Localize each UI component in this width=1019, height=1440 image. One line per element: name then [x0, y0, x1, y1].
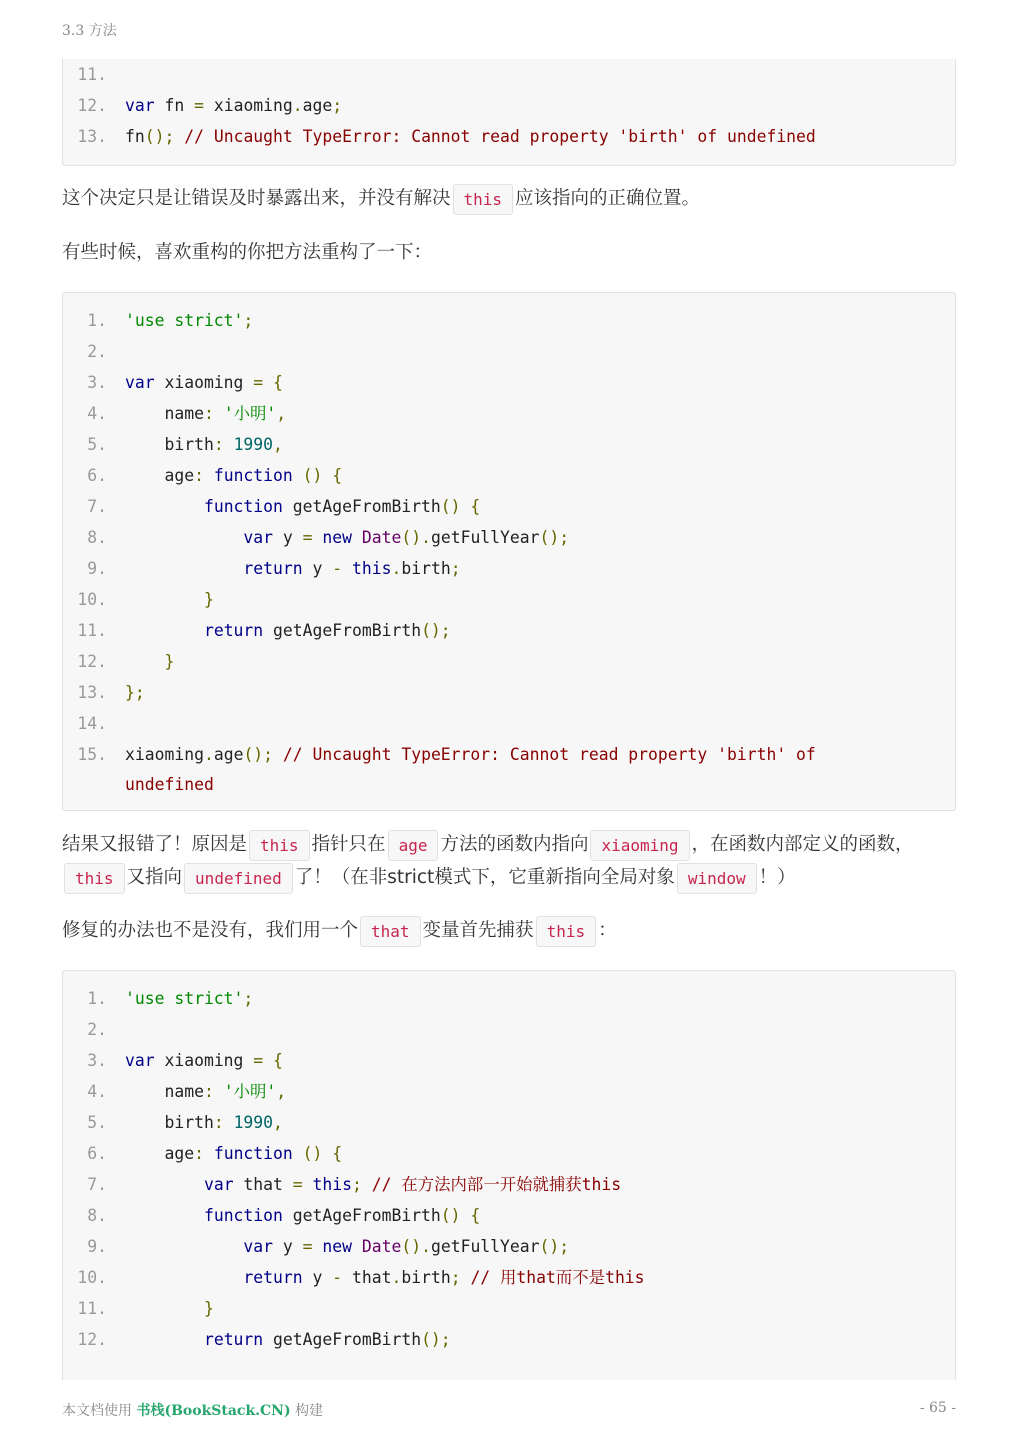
code-token: var	[243, 1237, 274, 1256]
code-line	[63, 1045, 955, 1076]
code-text	[125, 398, 286, 429]
line-number: 5.	[87, 435, 107, 454]
paragraph-text: 方法的函数内指向	[440, 834, 589, 855]
code-token: =	[302, 1237, 313, 1256]
code-token: return	[203, 1330, 264, 1349]
line-number: 10.	[77, 590, 107, 609]
code-token	[125, 1299, 204, 1318]
code-text	[125, 1231, 569, 1262]
line-number: 13.	[77, 127, 107, 146]
code-token: '小明'	[223, 404, 277, 423]
code-text	[125, 121, 816, 152]
code-text	[125, 305, 253, 336]
code-token: function	[203, 497, 283, 516]
code-line	[63, 367, 955, 398]
code-token	[461, 497, 471, 516]
code-token: xiaoming	[154, 1051, 254, 1070]
line-number: 5.	[87, 1113, 107, 1132]
code-token: // 在方法内部一开始就捕获this	[371, 1175, 622, 1194]
code-token: ()	[302, 1144, 323, 1163]
code-token: getFullYear	[430, 1237, 540, 1256]
code-line	[63, 1324, 955, 1355]
paragraph-text: 变量首先捕获	[422, 920, 534, 941]
line-number: 9.	[87, 559, 107, 578]
code-text	[125, 1076, 286, 1107]
footer-brand-link[interactable]: 书栈(BookStack.CN)	[136, 1403, 291, 1419]
code-token: new	[322, 1237, 352, 1256]
code-token	[352, 528, 362, 547]
line-number: 1.	[87, 311, 107, 330]
running-header: 3.3 方法	[62, 23, 117, 39]
code-text	[125, 770, 214, 800]
code-token: {	[470, 1206, 481, 1225]
code-text	[125, 460, 342, 491]
line-number: 14.	[77, 714, 107, 733]
code-token: =	[253, 1051, 264, 1070]
paragraph-text: ，在函数内部定义的函数，	[691, 834, 914, 855]
code-token: undefined	[125, 775, 214, 794]
code-token: ();	[539, 1237, 570, 1256]
code-text	[125, 90, 342, 121]
code-line	[63, 460, 955, 491]
line-number: 1.	[87, 989, 107, 1008]
code-block-1	[62, 59, 956, 166]
line-number: 11.	[77, 65, 107, 84]
line-number: 12.	[77, 1330, 107, 1349]
code-line	[63, 305, 955, 336]
code-token: ;	[243, 989, 254, 1008]
code-token: ().	[401, 1237, 431, 1256]
line-number: 8.	[87, 528, 107, 547]
line-number: 7.	[87, 497, 107, 516]
code-token: ();	[243, 745, 274, 764]
code-text	[125, 1262, 645, 1293]
code-token: var	[125, 96, 155, 115]
line-number: 3.	[87, 373, 107, 392]
code-token: ;	[332, 96, 343, 115]
code-token: y	[273, 1237, 303, 1256]
paragraph-text: 这个决定只是让错误及时暴露出来，并没有解决	[62, 188, 451, 209]
code-token: this	[312, 1175, 353, 1194]
paragraph-text: 有些时候，喜欢重构的你把方法重构了一下：	[62, 242, 433, 263]
line-number: 12.	[77, 652, 107, 671]
code-token: getAgeFromBirth	[282, 1206, 441, 1225]
code-token: that	[342, 1268, 392, 1287]
code-token: birth	[125, 1113, 214, 1132]
line-number: 6.	[87, 1144, 107, 1163]
code-token	[174, 127, 184, 146]
code-token: ()	[302, 466, 323, 485]
code-text	[125, 1169, 621, 1200]
code-token: 1990	[233, 435, 274, 454]
code-token: =	[302, 528, 313, 547]
code-text	[125, 615, 451, 646]
code-text	[125, 1045, 283, 1076]
code-text	[125, 1324, 451, 1355]
paragraph-text: ：	[598, 920, 617, 941]
code-token	[263, 1051, 273, 1070]
code-token: ();	[144, 127, 175, 146]
paragraph-1	[62, 182, 962, 215]
code-token	[461, 1268, 471, 1287]
code-line	[63, 708, 955, 739]
paragraph-4	[62, 914, 962, 947]
code-token: getAgeFromBirth	[263, 1330, 422, 1349]
inline-code: age	[388, 830, 439, 861]
code-token: age	[213, 745, 244, 764]
code-token: function	[213, 466, 293, 485]
code-token: =	[292, 1175, 303, 1194]
code-token: getAgeFromBirth	[263, 621, 422, 640]
line-number: 12.	[77, 96, 107, 115]
code-token	[125, 1330, 204, 1349]
code-token: birth	[401, 1268, 451, 1287]
code-line	[63, 1262, 955, 1293]
code-token: :	[194, 1144, 204, 1163]
code-token: {	[470, 497, 481, 516]
code-block-2	[62, 292, 956, 811]
code-token	[204, 1144, 214, 1163]
code-token: ()	[440, 497, 461, 516]
code-token: 1990	[233, 1113, 274, 1132]
line-number: 15.	[77, 745, 107, 764]
code-text	[125, 584, 214, 615]
code-token: ,	[276, 404, 287, 423]
code-text	[125, 1138, 342, 1169]
code-token: xiaoming	[154, 373, 254, 392]
code-token: name	[125, 404, 204, 423]
code-token: function	[213, 1144, 293, 1163]
code-token	[362, 1175, 372, 1194]
code-text	[125, 677, 145, 708]
code-line	[63, 59, 955, 90]
code-token: return	[203, 621, 264, 640]
code-token: var	[243, 528, 274, 547]
code-token: age	[125, 1144, 195, 1163]
code-line	[63, 983, 955, 1014]
code-token: :	[203, 1082, 214, 1101]
code-token	[125, 621, 204, 640]
line-number: 10.	[77, 1268, 107, 1287]
line-number: 13.	[77, 683, 107, 702]
code-token: .	[391, 559, 402, 578]
code-token: ()	[440, 1206, 461, 1225]
code-token: {	[332, 1144, 343, 1163]
code-line	[63, 491, 955, 522]
code-token: age	[125, 466, 195, 485]
code-token: {	[332, 466, 343, 485]
code-token	[125, 559, 243, 578]
code-block-3	[62, 970, 956, 1380]
page-footer	[62, 1400, 956, 1420]
code-text	[125, 522, 569, 553]
paragraph-3	[62, 828, 958, 894]
code-text	[125, 983, 253, 1014]
code-token: ,	[276, 1082, 287, 1101]
code-token: -	[332, 1268, 343, 1287]
code-text	[125, 739, 816, 770]
code-line	[63, 1293, 955, 1324]
line-number: 3.	[87, 1051, 107, 1070]
code-line	[63, 615, 955, 646]
code-token	[293, 466, 303, 485]
code-token: ().	[401, 528, 431, 547]
code-token: age	[302, 96, 333, 115]
code-token	[125, 497, 204, 516]
code-token: var	[203, 1175, 234, 1194]
code-token: =	[194, 96, 204, 115]
code-text	[125, 491, 480, 522]
code-token: xiaoming	[203, 96, 293, 115]
code-line	[63, 1107, 955, 1138]
code-token	[263, 373, 273, 392]
code-token	[293, 1144, 303, 1163]
code-text	[125, 367, 283, 398]
code-token: birth	[125, 435, 214, 454]
paragraph-text: 又指向	[126, 867, 183, 888]
line-number: 2.	[87, 342, 107, 361]
code-token	[125, 1268, 243, 1287]
code-token: getAgeFromBirth	[282, 497, 441, 516]
paragraph-text: 结果又报错了！原因是	[62, 834, 248, 855]
code-token: :	[194, 466, 204, 485]
line-number: 9.	[87, 1237, 107, 1256]
code-line	[63, 1231, 955, 1262]
code-token: 'use strict'	[125, 311, 244, 330]
code-token: }	[164, 652, 175, 671]
code-token: getFullYear	[430, 528, 540, 547]
code-line	[63, 121, 955, 152]
footer-suffix: 构建	[295, 1403, 324, 1419]
code-token: {	[273, 1051, 283, 1070]
inline-code: undefined	[184, 863, 293, 894]
code-token: return	[243, 1268, 303, 1287]
inline-code: xiaoming	[590, 830, 689, 861]
line-number: 7.	[87, 1175, 107, 1194]
code-token	[352, 1237, 362, 1256]
code-token	[125, 652, 164, 671]
code-token: ;	[243, 311, 254, 330]
code-token: fn	[154, 96, 195, 115]
paragraph-text: 应该指向的正确位置。	[515, 188, 701, 209]
code-token: Date	[361, 1237, 402, 1256]
code-token: y	[302, 559, 333, 578]
code-token	[322, 1144, 332, 1163]
paragraph-2	[62, 236, 962, 269]
code-token: }	[203, 590, 214, 609]
code-token	[461, 1206, 471, 1225]
code-token: birth	[401, 559, 451, 578]
code-token: y	[302, 1268, 333, 1287]
code-token	[125, 528, 243, 547]
code-token: :	[213, 435, 224, 454]
line-number: 6.	[87, 466, 107, 485]
code-token: :	[203, 404, 214, 423]
code-line	[63, 677, 955, 708]
code-token: return	[243, 559, 303, 578]
code-token	[214, 1082, 224, 1101]
inline-code: this	[249, 830, 310, 861]
code-token: Date	[361, 528, 402, 547]
code-token: }	[203, 1299, 214, 1318]
code-token	[224, 435, 234, 454]
code-line	[63, 1200, 955, 1231]
inline-code: this	[453, 184, 514, 215]
line-number: 4.	[87, 1082, 107, 1101]
code-text	[125, 429, 283, 460]
code-token: ;	[352, 1175, 362, 1194]
code-line	[63, 553, 955, 584]
code-token: :	[213, 1113, 224, 1132]
code-token: xiaoming	[125, 745, 204, 764]
line-number: 11.	[77, 621, 107, 640]
inline-code: this	[536, 916, 597, 947]
code-text	[125, 1107, 283, 1138]
code-token: // Uncaught TypeError: Cannot read property 'birth' of undefined	[184, 127, 816, 146]
code-token	[313, 1237, 323, 1256]
code-token: .	[203, 745, 214, 764]
code-token: ;	[450, 1268, 461, 1287]
footer-prefix: 本文档使用	[62, 1403, 132, 1419]
code-token	[125, 590, 204, 609]
code-token	[125, 1175, 204, 1194]
code-token	[303, 1175, 313, 1194]
line-number: 11.	[77, 1299, 107, 1318]
code-text	[125, 1200, 480, 1231]
code-token: this	[352, 559, 392, 578]
line-number: 2.	[87, 1020, 107, 1039]
code-token	[322, 466, 332, 485]
code-token	[214, 404, 224, 423]
code-token: ();	[539, 528, 570, 547]
code-text	[125, 553, 461, 584]
code-token: -	[332, 559, 343, 578]
code-token	[273, 745, 283, 764]
line-number: 8.	[87, 1206, 107, 1225]
code-token	[342, 559, 352, 578]
code-token: =	[253, 373, 264, 392]
paragraph-text: ！）	[758, 867, 796, 888]
paragraph-text: 修复的办法也不是没有，我们用一个	[62, 920, 359, 941]
code-line	[63, 522, 955, 553]
code-line	[63, 336, 955, 367]
code-token: // 用that而不是this	[470, 1268, 645, 1287]
code-token: .	[391, 1268, 402, 1287]
code-line	[63, 1076, 955, 1107]
code-token: name	[125, 1082, 204, 1101]
code-line	[63, 90, 955, 121]
code-token: ;	[450, 559, 461, 578]
inline-code: that	[360, 916, 421, 947]
code-line	[63, 1014, 955, 1045]
inline-code: window	[677, 863, 757, 894]
code-line	[63, 770, 955, 800]
code-token: var	[125, 373, 155, 392]
code-token	[313, 528, 323, 547]
code-line	[63, 1138, 955, 1169]
code-line	[63, 398, 955, 429]
code-token	[224, 1113, 234, 1132]
page-number: - 65 -	[919, 1400, 956, 1416]
code-token: };	[125, 683, 145, 702]
code-token: y	[273, 528, 303, 547]
code-token: that	[233, 1175, 293, 1194]
code-token: .	[292, 96, 303, 115]
code-token: {	[273, 373, 283, 392]
paragraph-text: 了！（在非strict模式下，它重新指向全局对象	[294, 867, 675, 888]
inline-code: this	[64, 863, 125, 894]
code-token: new	[322, 528, 352, 547]
code-line	[63, 429, 955, 460]
code-line	[63, 584, 955, 615]
code-token	[125, 1206, 204, 1225]
code-token: ,	[273, 435, 283, 454]
code-line	[63, 646, 955, 677]
code-token: ();	[421, 1330, 451, 1349]
code-token: 'use strict'	[125, 989, 244, 1008]
code-token	[204, 466, 214, 485]
code-token	[125, 1237, 243, 1256]
code-token: function	[203, 1206, 283, 1225]
code-token: '小明'	[223, 1082, 277, 1101]
code-token: // Uncaught TypeError: Cannot read property 'birth' of	[282, 745, 816, 764]
code-text	[125, 646, 174, 677]
code-token: ,	[273, 1113, 283, 1132]
line-number: 4.	[87, 404, 107, 423]
code-token: fn	[125, 127, 145, 146]
code-token: var	[125, 1051, 155, 1070]
paragraph-text: 指针只在	[311, 834, 386, 855]
code-token: ();	[421, 621, 451, 640]
code-text	[125, 1293, 214, 1324]
code-line	[63, 1169, 955, 1200]
code-line	[63, 739, 955, 770]
